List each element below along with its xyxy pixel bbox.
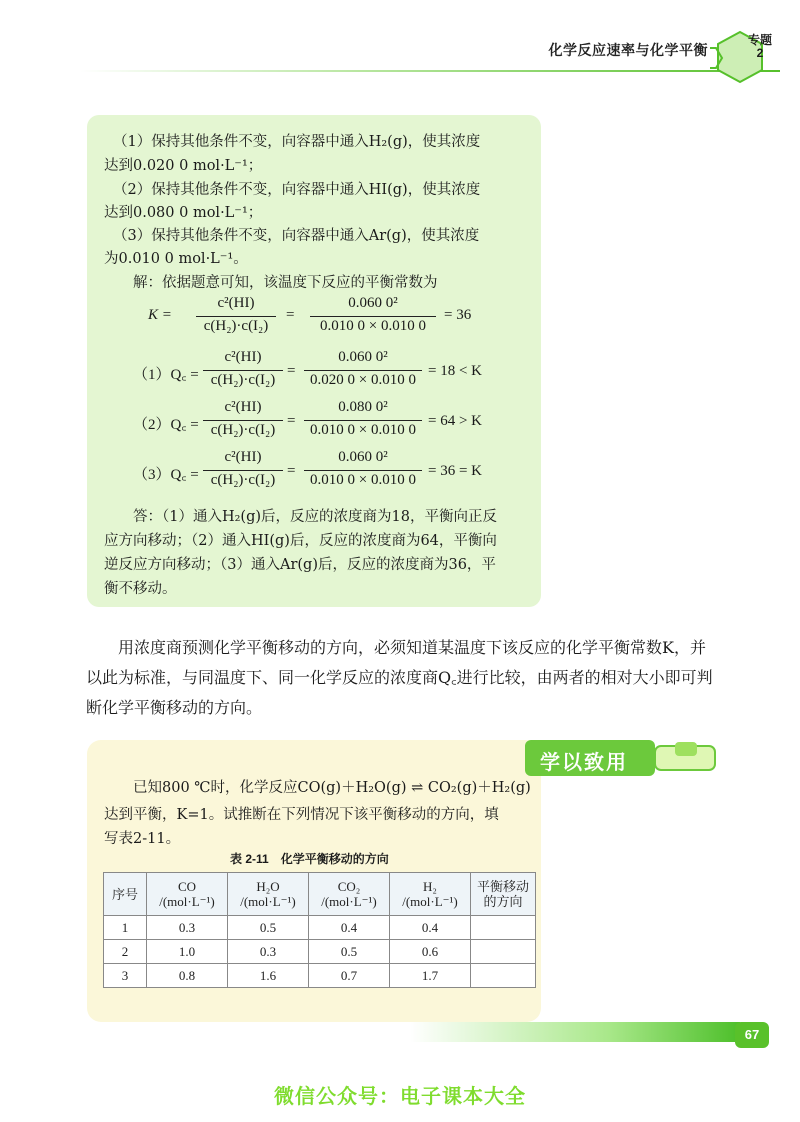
fraction-bar: [310, 316, 436, 317]
header-unit: /(mol·L⁻¹): [159, 894, 215, 909]
equals-sign: =: [287, 363, 296, 379]
eq1-result: = 18 < K: [428, 363, 483, 379]
fraction-bar: [203, 420, 283, 421]
table-caption: 表 2-11 化学平衡移动的方向: [230, 852, 389, 866]
table-row: [104, 964, 536, 988]
eq2-denominator-value: 0.010 0 × 0.010 0: [310, 422, 416, 438]
eq1-denominator: c(H₂)·c(I₂): [210, 372, 276, 388]
header-unit: /(mol·L⁻¹): [240, 894, 296, 909]
fraction-bar: [203, 370, 283, 371]
table-header: [471, 873, 536, 916]
application-badge-label: 学以致用: [540, 752, 628, 774]
eq-k-numerator-value: 0.060 0²: [348, 295, 398, 311]
fraction-bar: [196, 316, 276, 317]
table-cell: [471, 916, 536, 940]
eq3-lhs: （3）Q꜀ =: [133, 467, 199, 483]
equals-sign: =: [286, 307, 295, 323]
table-cell: 2: [104, 940, 147, 964]
eq-k-result: = 36: [444, 307, 472, 323]
example-line: 为0.010 0 mol·L⁻¹。: [104, 251, 248, 267]
eq2-numerator-value: 0.080 0²: [338, 399, 388, 415]
fraction-bar: [304, 370, 422, 371]
chapter-tag-label: 专题: [747, 33, 772, 47]
table-cell: 3: [104, 964, 147, 988]
eq3-denominator: c(H₂)·c(I₂): [210, 472, 276, 488]
chapter-title: 化学反应速率与化学平衡: [548, 42, 708, 58]
table-cell: [471, 940, 536, 964]
eq2-result: = 64 > K: [428, 413, 483, 429]
table-row: [104, 940, 536, 964]
eq3-denominator-value: 0.010 0 × 0.010 0: [310, 472, 416, 488]
table-header: [228, 873, 309, 916]
table-cell: 0.8: [147, 964, 228, 988]
footer-bar: [410, 1022, 740, 1042]
fraction-bar: [203, 470, 283, 471]
paragraph-line: 断化学平衡移动的方向。: [86, 698, 263, 717]
eq3-result: = 36 = K: [428, 463, 483, 479]
eq2-denominator: c(H₂)·c(I₂): [210, 422, 276, 438]
eq1-denominator-value: 0.020 0 × 0.010 0: [310, 372, 416, 388]
header-unit: /(mol·L⁻¹): [321, 894, 377, 909]
answer-line: 逆反应方向移动；（3）通入Ar(g)后，反应的浓度商为36，平: [104, 557, 496, 573]
chapter-tag-number: 2: [756, 46, 764, 60]
table-cell: 0.6: [390, 940, 471, 964]
table-cell: 0.5: [228, 916, 309, 940]
eq-k-denominator: c(H₂)·c(I₂): [203, 318, 269, 334]
table-header: [147, 873, 228, 916]
chapter-tag: [748, 34, 772, 60]
header-text: 平衡移动: [476, 879, 529, 894]
application-line: 达到平衡，K=1。试推断在下列情况下该平衡移动的方向，填: [104, 807, 499, 823]
equilibrium-table: [103, 872, 536, 988]
application-line: 已知800 ℃时，化学反应CO(g)＋H₂O(g) ⇌ CO₂(g)＋H₂(g): [133, 780, 531, 796]
fraction-bar: [304, 470, 422, 471]
watermark-text: 微信公众号：电子课本大全: [274, 1086, 526, 1108]
table-cell: 0.4: [390, 916, 471, 940]
eq2-numerator: c²(HI): [224, 399, 262, 415]
example-line: （2）保持其他条件不变，向容器中通入HI(g)，使其浓度: [113, 182, 481, 198]
header-text: H₂O: [256, 879, 280, 894]
application-line: 写表2-11。: [104, 831, 181, 847]
table-cell: 1.0: [147, 940, 228, 964]
table-header: [390, 873, 471, 916]
equals-sign: =: [287, 463, 296, 479]
answer-line: 应方向移动；（2）通入HI(g)后，反应的浓度商为64，平衡向: [104, 533, 497, 549]
table-header: [104, 873, 147, 916]
header-text: CO: [177, 879, 197, 894]
example-line: 达到0.020 0 mol·L⁻¹；: [104, 158, 263, 174]
header-rule: [80, 70, 780, 72]
table-cell: 0.3: [228, 940, 309, 964]
eq1-numerator-value: 0.060 0²: [338, 349, 388, 365]
table-cell: 1.6: [228, 964, 309, 988]
header-text: 序号: [111, 886, 138, 902]
paragraph-line: 用浓度商预测化学平衡移动的方向，必须知道某温度下该反应的化学平衡常数K，并: [118, 638, 706, 657]
answer-line: 衡不移动。: [104, 581, 177, 597]
page-number: 67: [735, 1022, 769, 1048]
table-cell: 0.7: [309, 964, 390, 988]
eq1-lhs: （1）Q꜀ =: [133, 367, 199, 383]
eq3-numerator-value: 0.060 0²: [338, 449, 388, 465]
eq-k-denominator-value: 0.010 0 × 0.010 0: [320, 318, 426, 334]
table-cell: 1.7: [390, 964, 471, 988]
header-text: H₂: [423, 879, 437, 894]
table-cell: 0.5: [309, 940, 390, 964]
table-cell: 0.3: [147, 916, 228, 940]
table-header: [309, 873, 390, 916]
fraction-bar: [304, 420, 422, 421]
example-line: 解：依据题意可知，该温度下反应的平衡常数为: [133, 275, 438, 291]
body-paragraph: [86, 633, 726, 723]
example-line: 达到0.080 0 mol·L⁻¹；: [104, 205, 263, 221]
eq-k-lhs: K =: [148, 307, 172, 323]
table-header-row: [104, 873, 536, 916]
example-line: （1）保持其他条件不变，向容器中通入H₂(g)，使其浓度: [113, 134, 481, 150]
table-cell: [471, 964, 536, 988]
table-cell: 1: [104, 916, 147, 940]
header-unit: /(mol·L⁻¹): [402, 894, 458, 909]
header-text: CO₂: [337, 879, 361, 894]
header-text: 的方向: [483, 894, 523, 909]
example-line: （3）保持其他条件不变，向容器中通入Ar(g)，使其浓度: [113, 228, 480, 244]
eq3-numerator: c²(HI): [224, 449, 262, 465]
eq-k-numerator: c²(HI): [217, 295, 255, 311]
eq2-lhs: （2）Q꜀ =: [133, 417, 199, 433]
answer-line: 答：（1）通入H₂(g)后，反应的浓度商为18，平衡向正反: [133, 509, 497, 525]
eq1-numerator: c²(HI): [224, 349, 262, 365]
table-cell: 0.4: [309, 916, 390, 940]
paragraph-line: 以此为标准，与同温度下、同一化学反应的浓度商Q꜀进行比较，由两者的相对大小即可判: [86, 668, 713, 687]
table-row: [104, 916, 536, 940]
equals-sign: =: [287, 413, 296, 429]
